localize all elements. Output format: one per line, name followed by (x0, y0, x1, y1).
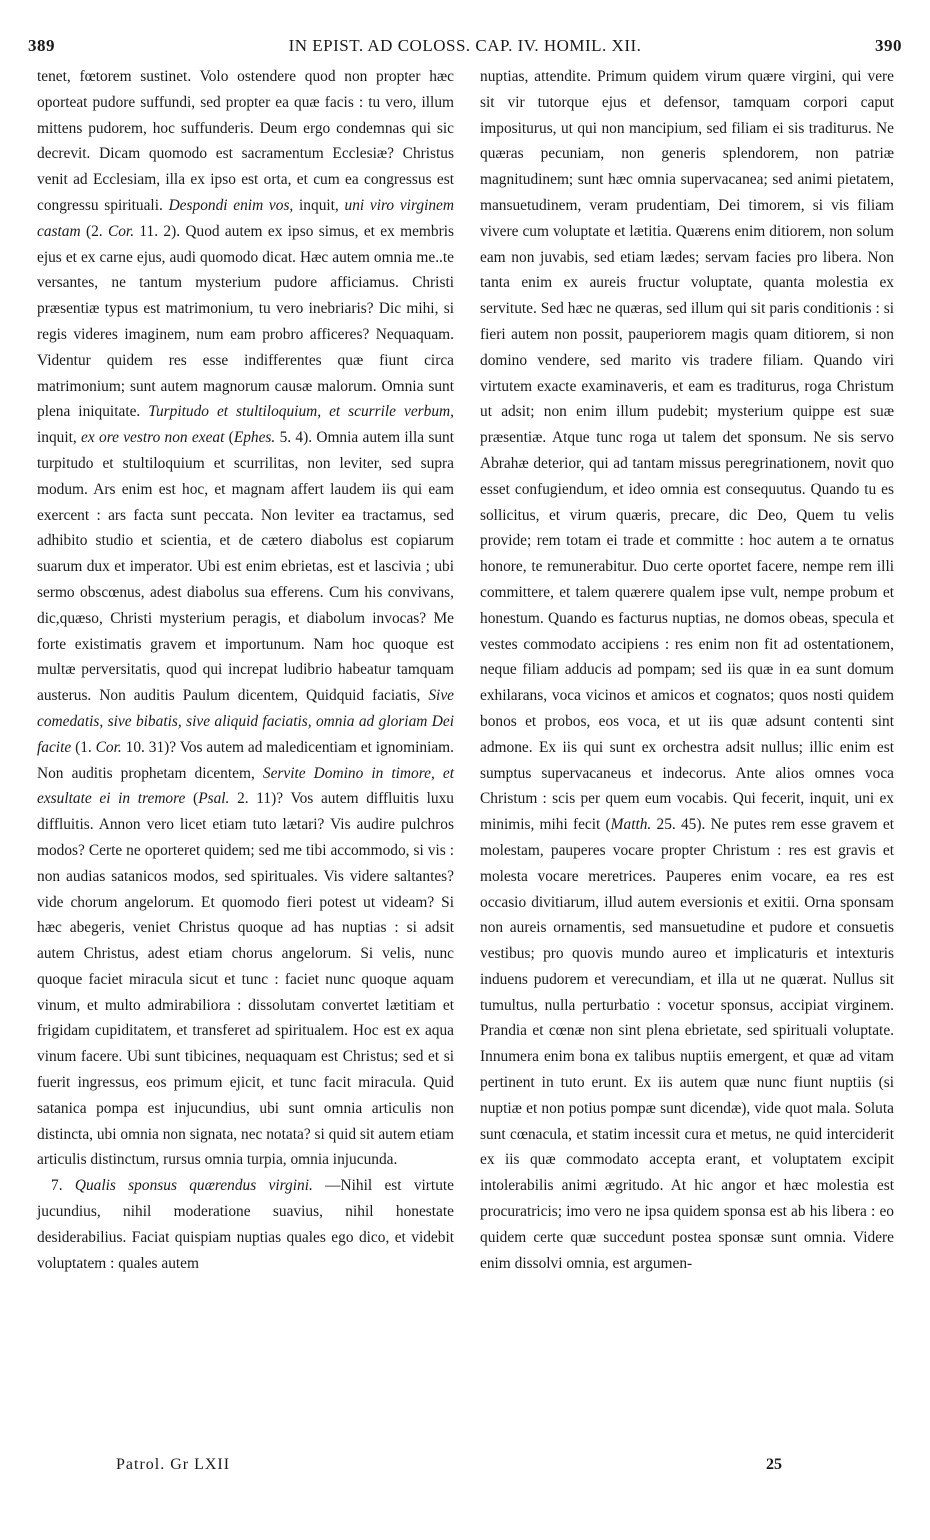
paragraph: tenet, fœtorem sustinet. Volo ostendere quod non propter hæc oporteat pudore suffundi, sed propter ea quæ facis : tu vero, illum mittens pudorem, hoc suffunderis. Deum ergo condemnas qui sic decrevit. Dicam quomodo est sacramentum Ecclesiæ? Christus venit ad Ecclesiam, illa ex ipso est orta, et cum ea congressus est congressu spirituali. Despondi enim vos, inquit, uni viro virginem castam (2. Cor. 11. 2). Quod autem ex ipso simus, et ex membris ejus et ex carne ejus, audi quomodo dicat. Hæc autem omnia me..te versantes, ne tantum mysterium pudore afficiamus. Christi præsentiæ typus est matrimonium, tu vero inebriaris? Dic mihi, si regis videres imaginem, num eam probro afficeres? Nequaquam. Videntur quidem res esse indifferentes quæ fiunt circa matrimonium; sunt autem magnorum causæ malorum. Omnia sunt plena iniquitate. Turpitudo et stultiloquium, et scurrile verbum, inquit, ex ore vestro non exeat (Ephes. 5. 4). Omnia autem illa sunt turpitudo et stultiloquium et scurrilitas, non leviter, sed supra modum. Ars enim est hoc, et magnam affert laudem iis qui eam exercent : ars facta sunt peccata. Non leviter ea tractamus, sed adhibito studio et scientia, et de cætero diabolus est copiarum suarum dux et imperator. Ubi est enim ebrietas, est et lascivia ; ubi sermo obscœnus, adest diabolus sua efferens. Cum his convivans, dic,quæso, Christi mysterium peragis, et diabolum invocas? Me forte existimatis gravem et importunum. Nam hoc quoque est multæ perversitatis, quod qui increpat ludibrio habeatur tamquam austerus. Non auditis Paulum dicentem, Quidquid faciatis, Sive comedatis, sive bibatis, sive aliquid faciatis, omnia ad gloriam Dei facite (1. Cor. 10. 31)? Vos autem ad maledicentiam et ignominiam. Non auditis prophetam dicentem, Servite Domino in timore, et exsultate ei in tremore (Psal. 2. 11)? Vos autem diffluitis luxu diffluitis. Annon vero licet etiam tuto lætari? Vis audire pulchros modos? Certe ne oporteret quidem; sed me tibi accommodo, si vis : non audias satanicos modos, sed spirituales. Vis videre saltantes? vide chorum angelorum. Et quomodo fieri potest ut videam? Si hæc abegeris, veniet Christus quoque ad has nuptias : si adsit autem Christus, adest etiam chorus angelorum. Si velis, nunc quoque faciet miracula sicut et tunc : faciet nunc quoque aquam vinum, et multo admirabiliora : dissolutam convertet lætitiam et frigidam cupiditatem, et transferet ad spiritualem. Hoc est ex aqua vinum facere. Ubi sunt tibicines, nequaquam est Christus; sed et si fuerit ingressus, eos primum ejicit, et tunc facit miracula. Quid satanica pompa est injucundius, ubi sunt omnia articulis non distincta, ubi omnia non signata, nec notata? si quid sit autem etiam articulis distinctum, rursus omnia turpia, omnia injucunda. (37, 68, 455, 1169)
left-column (37, 64, 454, 1276)
footer-sheet-number: 25 (766, 1456, 782, 1473)
paragraph: nuptias, attendite. Primum quidem virum quære virgini, qui vere sit vir tutorque ejus et defensor, tamquam corpori caput impositurus, ut qui non mancipium, sed filiam ei sis traditurus. Ne quæras pecuniam, non generis splendorem, non patriæ magnitudinem; sunt hæc omnia supervacanea; sed animi pietatem, mansuetudinem, veram prudentiam, Dei timorem, si vis filiam vivere cum voluptate et lætitia. Quærens enim ditiorem, non solum eam non juvabis, sed etiam lædes; servam facies pro libera. Non tanta enim ex aureis fructur voluptate, quanta molestia ex servitute. Sed hæc ne quæras, sed illum qui sit paris conditionis : si fieri autem non possit, pauperiorem magis quam ditiorem, si non domino vendere, sed marito vis tradere filiam. Quando viri virtutem exacte examinaveris, et eam es traditurus, roga Christum ut adsit; non enim illum pudebit; mysterium quippe est suæ præsentiæ. Atque tunc roga ut talem det sponsum. Ne sis servo Abrahæ deterior, qui ad tantam missus peregrinationem, novit quo esset confugiendum, et ideo omnia est consequutus. Quando tu es sollicitus, et virum quæris, precare, dic Deo, Quem tu velis provide; rem totam ei trade et committe : hoc autem a te ornatus honore, te remunerabitur. Duo certe oportet facere, nempe rem illi committere, et talem quærere qualem ipse vult, nempe probum et honestum. Quando es facturus nuptias, ne domos obeas, specula et vestes commodato accipiens : res enim non fit ad ostentationem, neque filiam adducis ad pompam; sed iis quæ in ea sunt domum exhilarans, voca vicinos et amicos et cognatos; quos nosti quidem bonos et probos, eos voca, et ut iis quæ adsunt contenti sint admone. Ex iis qui sunt ex orchestra adsit nullus; illic enim est sumptus supervacaneus et indecorus. Ante alios omnes voca Christum : scis per quem eum vocabis. Qui fecerit, inquit, uni ex minimis, mihi fecit (Matth. 25. 45). Ne putes rem esse gravem et molestam, pauperes vocare propter Christum : res est gravis et molesta vocare meretrices. Pauperes enim vocare, ea res est occasio divitiarum, illud autem eversionis et exitii. Orna sponsam non aureis ornamentis, sed mansuetudine et pudore et consuetis vestibus; pro quovis mundo aureo et implicaturis et intexturis induens pudorem et verecundiam, et illa ut ne quærat. Nullus sit tumultus, nulla perturbatio : vocetur sponsus, accipiat virginem. Prandia et cœnæ non sint plena ebrietate, sed spirituali voluptate. Innumera enim bona ex talibus nuptiis emergent, et quæ ad vitam pertinent in tuto erunt. Ex iis autem quæ nunc fiunt nuptiis (si nuptiæ et non potius pompæ sunt dicendæ), vide quot mala. Soluta sunt cœnacula, et statim incessit cura et metus, ne quid interciderit ex iis quæ commodato accepta erant, et voluptatem excipit intolerabilis animi ægritudo. At hic angor et hæc molestia est procuratricis; imo vero ne ipsa quidem sponsa est ab his libera : eo quidem certe quæ succedunt postea sponsæ sunt omnia. Videre enim dissolvi omnia, est argumen- (480, 68, 894, 1272)
section-paragraph: 7. Qualis sponsus quærendus virgini. —Nihil est virtute jucundius, nihil moderatione suavius, nihil honestate desiderabilius. Faciat quispiam nuptias quales ego dico, et videbit voluptatem : quales autem (37, 1177, 455, 1272)
section-heading: Qualis sponsus quærendus virgini. (74, 1177, 313, 1195)
section-number: 7. (51, 1177, 75, 1195)
right-column (480, 64, 894, 1276)
running-header (28, 36, 902, 58)
running-title: IN EPIST. AD COLOSS. CAP. IV. HOMIL. XII. (288, 36, 642, 55)
page-number-right: 390 (875, 36, 902, 55)
page-number-left: 389 (28, 36, 55, 55)
footer-signature: Patrol. Gr LXII (116, 1456, 231, 1473)
